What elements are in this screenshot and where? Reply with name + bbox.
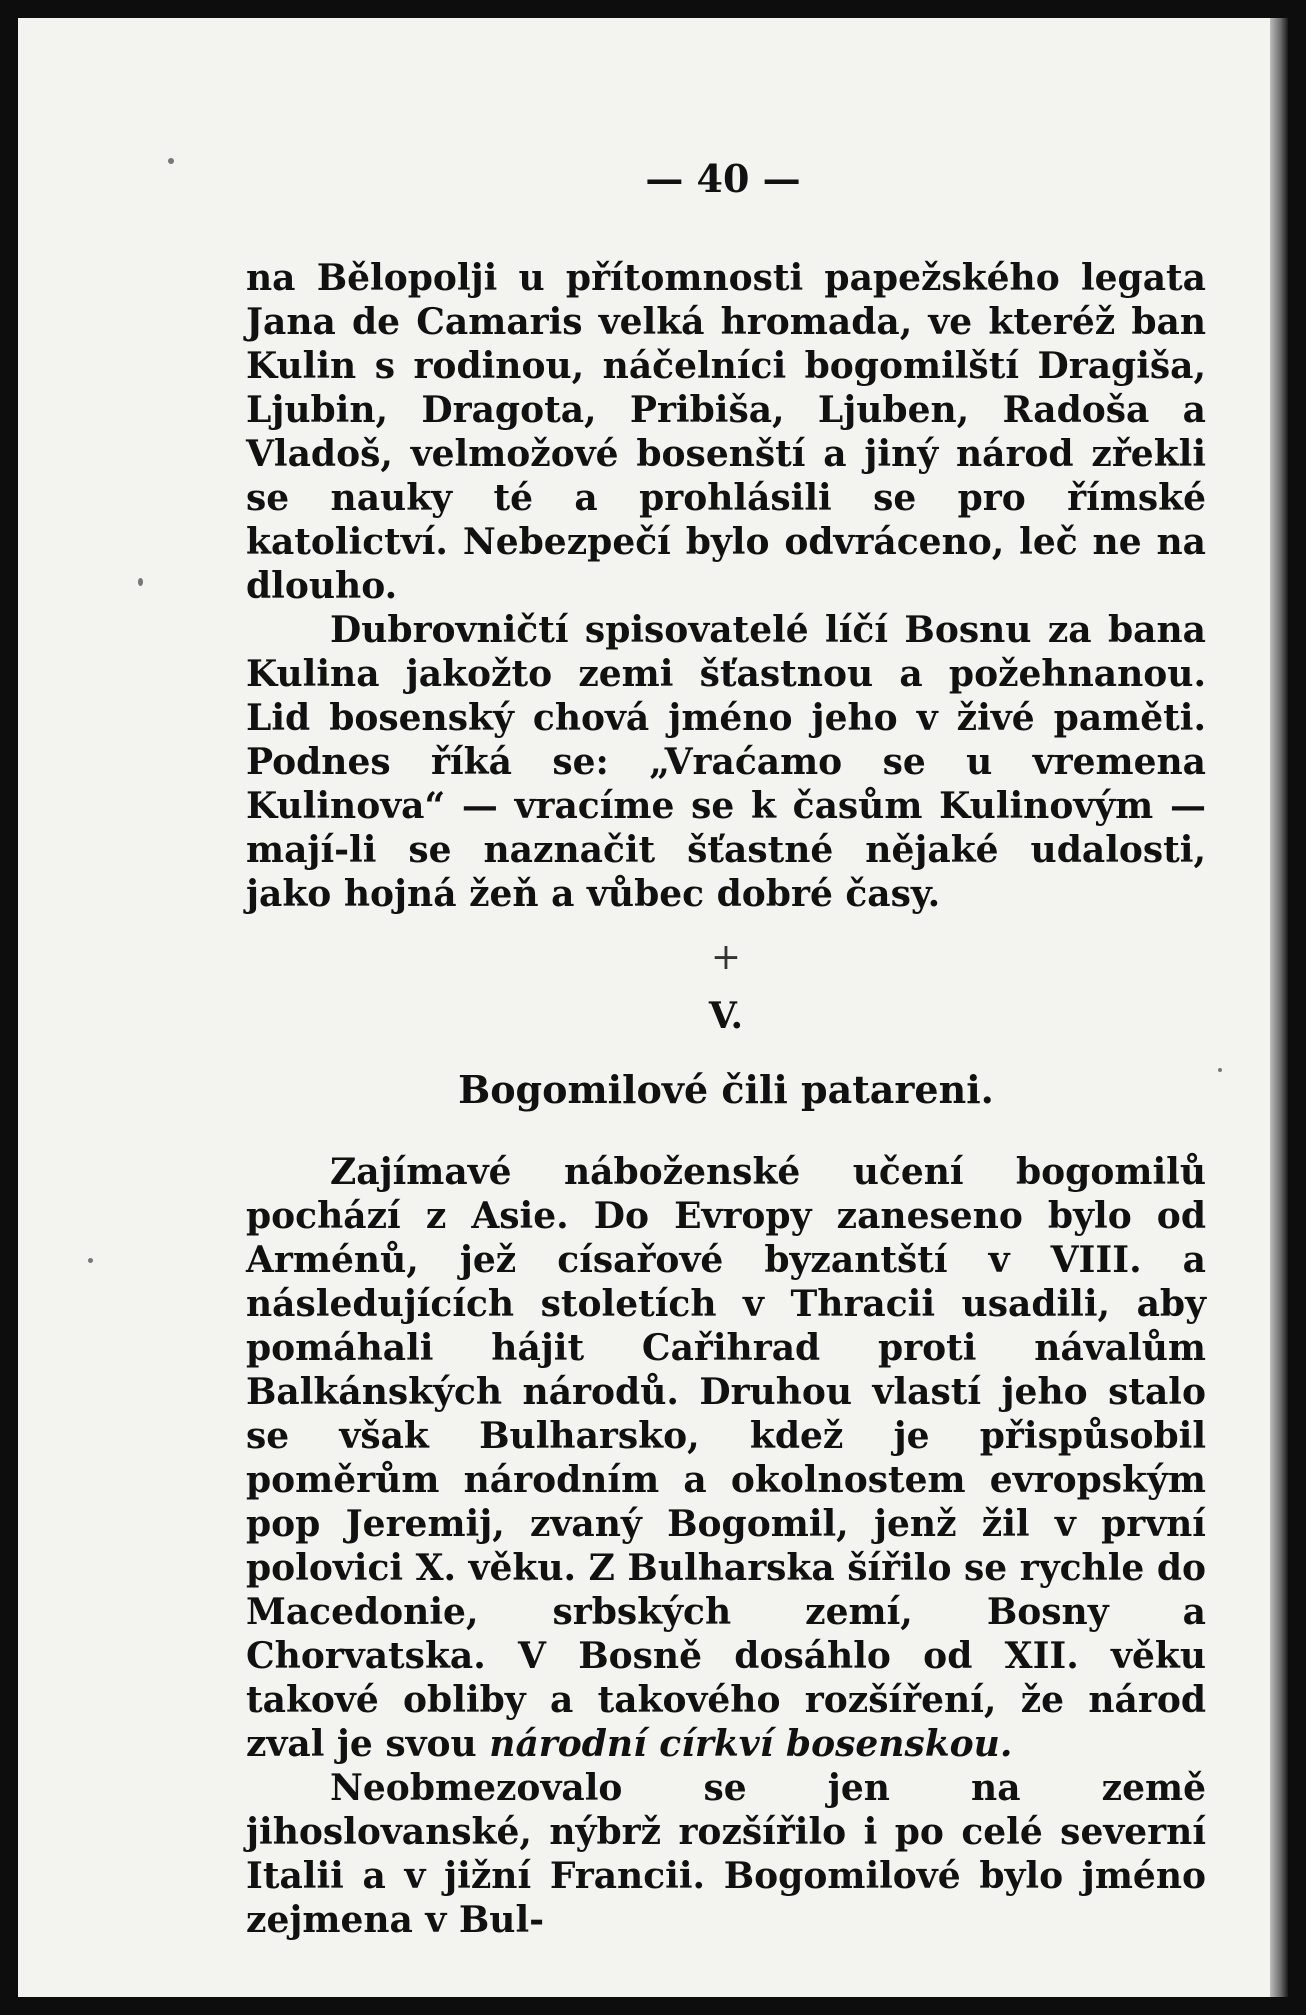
page-speck xyxy=(88,1258,93,1263)
paragraph-1: na Bělopolji u přítomnosti papežského legata Jana de Camaris velká hromada, ve kteréž ban Kulin s rodinou, náčelníci bogomilští Dragiša, Ljubin, Dragota, Pribiša, Ljuben, Radoša a Vladoš, velmožové bosenští a jiný národ zřekli se nauky té a prohlásili se pro římské katolictví. Nebezpečí bylo odvráceno, leč ne na dlouho. xyxy=(246,257,1206,607)
page-speck xyxy=(138,578,143,586)
paragraph-2: Dubrovničtí spisovatelé líčí Bosnu za bana Kulina jakožto zemi šťastnou a požehnanou. Lid bosenský chová jméno jeho v živé paměti. Podnes říká se: „Vraćamo se u vremena Kulinova“ — vracíme se k časům Kulinovým — mají-li se naznačit šťastné nějaké udalosti, jako hojná žeň a vůbec dobré časy. xyxy=(246,609,1206,915)
paragraph-3 xyxy=(246,1150,1206,1766)
chapter-number: V. xyxy=(708,995,744,1037)
chapter-title: Bogomilové čili patareni. xyxy=(458,1067,994,1112)
handwritten-mark: + xyxy=(710,937,742,978)
body-text xyxy=(246,256,1206,1942)
paragraph-4: Neobmezovalo se jen na země jihoslovanské, nýbrž rozšířilo i po celé severní Italii a v jižní Francii. Bogomilové bylo jméno zejmena v Bul- xyxy=(246,1767,1206,1941)
page-number: — 40 — xyxy=(645,156,801,201)
paragraph-3-italic: národní církví bosenskou. xyxy=(489,1723,1013,1765)
paragraph-3-text: Zajímavé náboženské učení bogomilů pochází z Asie. Do Evropy zaneseno bylo od Arménů, jež císařové byzantští v VIII. a následujících stoletích v Thracii usadili, aby pomáhali hájit Cařihrad proti návalům Balkánských národů. Druhou vlastí jeho stalo se však Bulharsko, kdež je přispůsobil poměrům národním a okolnostem evropským pop Jeremij, zvaný Bogomil, jenž žil v první polovici X. věku. Z Bulharska šířilo se rychle do Macedonie, srbských zemí, Bosny a Chorvatska. V Bosně dosáhlo od XII. věku takové obliby a takového rozšíření, že národ zval je svou xyxy=(246,1151,1207,1765)
book-page xyxy=(18,18,1288,1997)
page-spine-edge xyxy=(1270,18,1288,1997)
page-speck xyxy=(1218,1068,1222,1072)
